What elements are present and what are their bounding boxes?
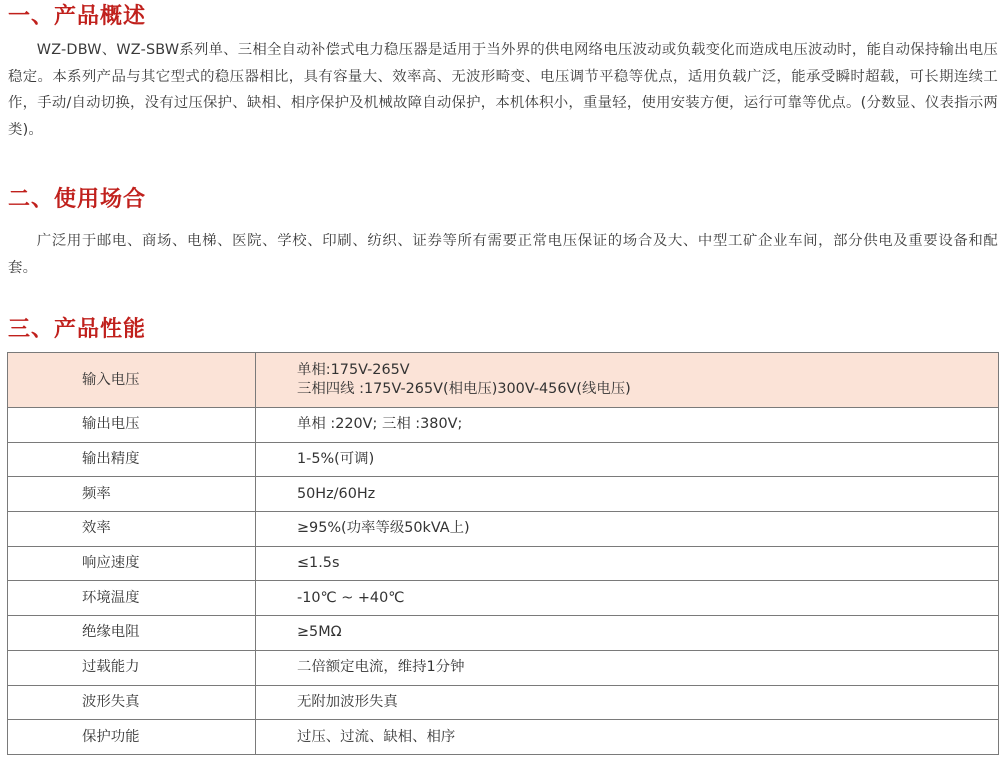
spec-key: 响应速度 <box>8 546 256 581</box>
spec-key: 保护功能 <box>8 720 256 755</box>
spec-table <box>7 352 999 755</box>
spec-value: 50Hz/60Hz <box>256 477 999 512</box>
spec-value: ≤1.5s <box>256 546 999 581</box>
spec-row-input-voltage <box>8 353 999 408</box>
spec-row-output-accuracy <box>8 442 999 477</box>
spec-row-overload-capacity <box>8 650 999 685</box>
spec-value-line: 三相四线 :175V-265V(相电压)300V-456V(线电压) <box>297 381 631 397</box>
spec-value: 1-5%(可调) <box>256 442 999 477</box>
spec-key: 频率 <box>8 477 256 512</box>
spec-value: ≥95%(功率等级50kVA上) <box>256 512 999 547</box>
spec-value: 二倍额定电流，维持1分钟 <box>256 650 999 685</box>
spec-row-efficiency <box>8 512 999 547</box>
spec-row-insulation-resistance <box>8 616 999 651</box>
overview-paragraph: WZ-DBW、WZ-SBW系列单、三相全自动补偿式电力稳压器是适用于当外界的供电网络电压波动或负载变化而造成电压波动时，能自动保持输出电压稳定。本系列产品与其它型式的稳压器相比，具有容量大、效率高、无波形畸变、电压调节平稳等优点，适用负载广泛，能承受瞬时超载，可长期连续工作，手动/自动切换，没有过压保护、缺相、相序保护及机械故障自动保护，本机体积小，重量轻，使用安装方便，运行可靠等优点。(分数显、仪表指示两类)。 <box>8 42 998 138</box>
section-title-usage: 二、使用场合 <box>8 187 147 212</box>
spec-value <box>256 353 999 408</box>
spec-value: -10℃ ~ +40℃ <box>256 581 999 616</box>
spec-key: 环境温度 <box>8 581 256 616</box>
spec-row-response-speed <box>8 546 999 581</box>
spec-key: 效率 <box>8 512 256 547</box>
usage-paragraph: 广泛用于邮电、商场、电梯、医院、学校、印刷、纺织、证券等所有需要正常电压保证的场合及大、中型工矿企业车间，部分供电及重要设备和配套。 <box>8 233 998 276</box>
spec-key: 波形失真 <box>8 685 256 720</box>
spec-value: 无附加波形失真 <box>256 685 999 720</box>
spec-key: 输出精度 <box>8 442 256 477</box>
spec-row-waveform-distortion <box>8 685 999 720</box>
spec-value: 过压、过流、缺相、相序 <box>256 720 999 755</box>
spec-row-protection-functions <box>8 720 999 755</box>
section-title-overview: 一、产品概述 <box>8 4 147 29</box>
spec-value-line: 单相:175V-265V <box>297 362 410 378</box>
spec-key: 输出电压 <box>8 408 256 443</box>
spec-value: ≥5MΩ <box>256 616 999 651</box>
spec-key: 过载能力 <box>8 650 256 685</box>
section-title-performance: 三、产品性能 <box>8 317 147 342</box>
spec-value: 单相 :220V; 三相 :380V; <box>256 408 999 443</box>
spec-key: 绝缘电阻 <box>8 616 256 651</box>
spec-key: 输入电压 <box>8 353 256 408</box>
spec-row-output-voltage <box>8 408 999 443</box>
spec-row-ambient-temperature <box>8 581 999 616</box>
spec-row-frequency <box>8 477 999 512</box>
